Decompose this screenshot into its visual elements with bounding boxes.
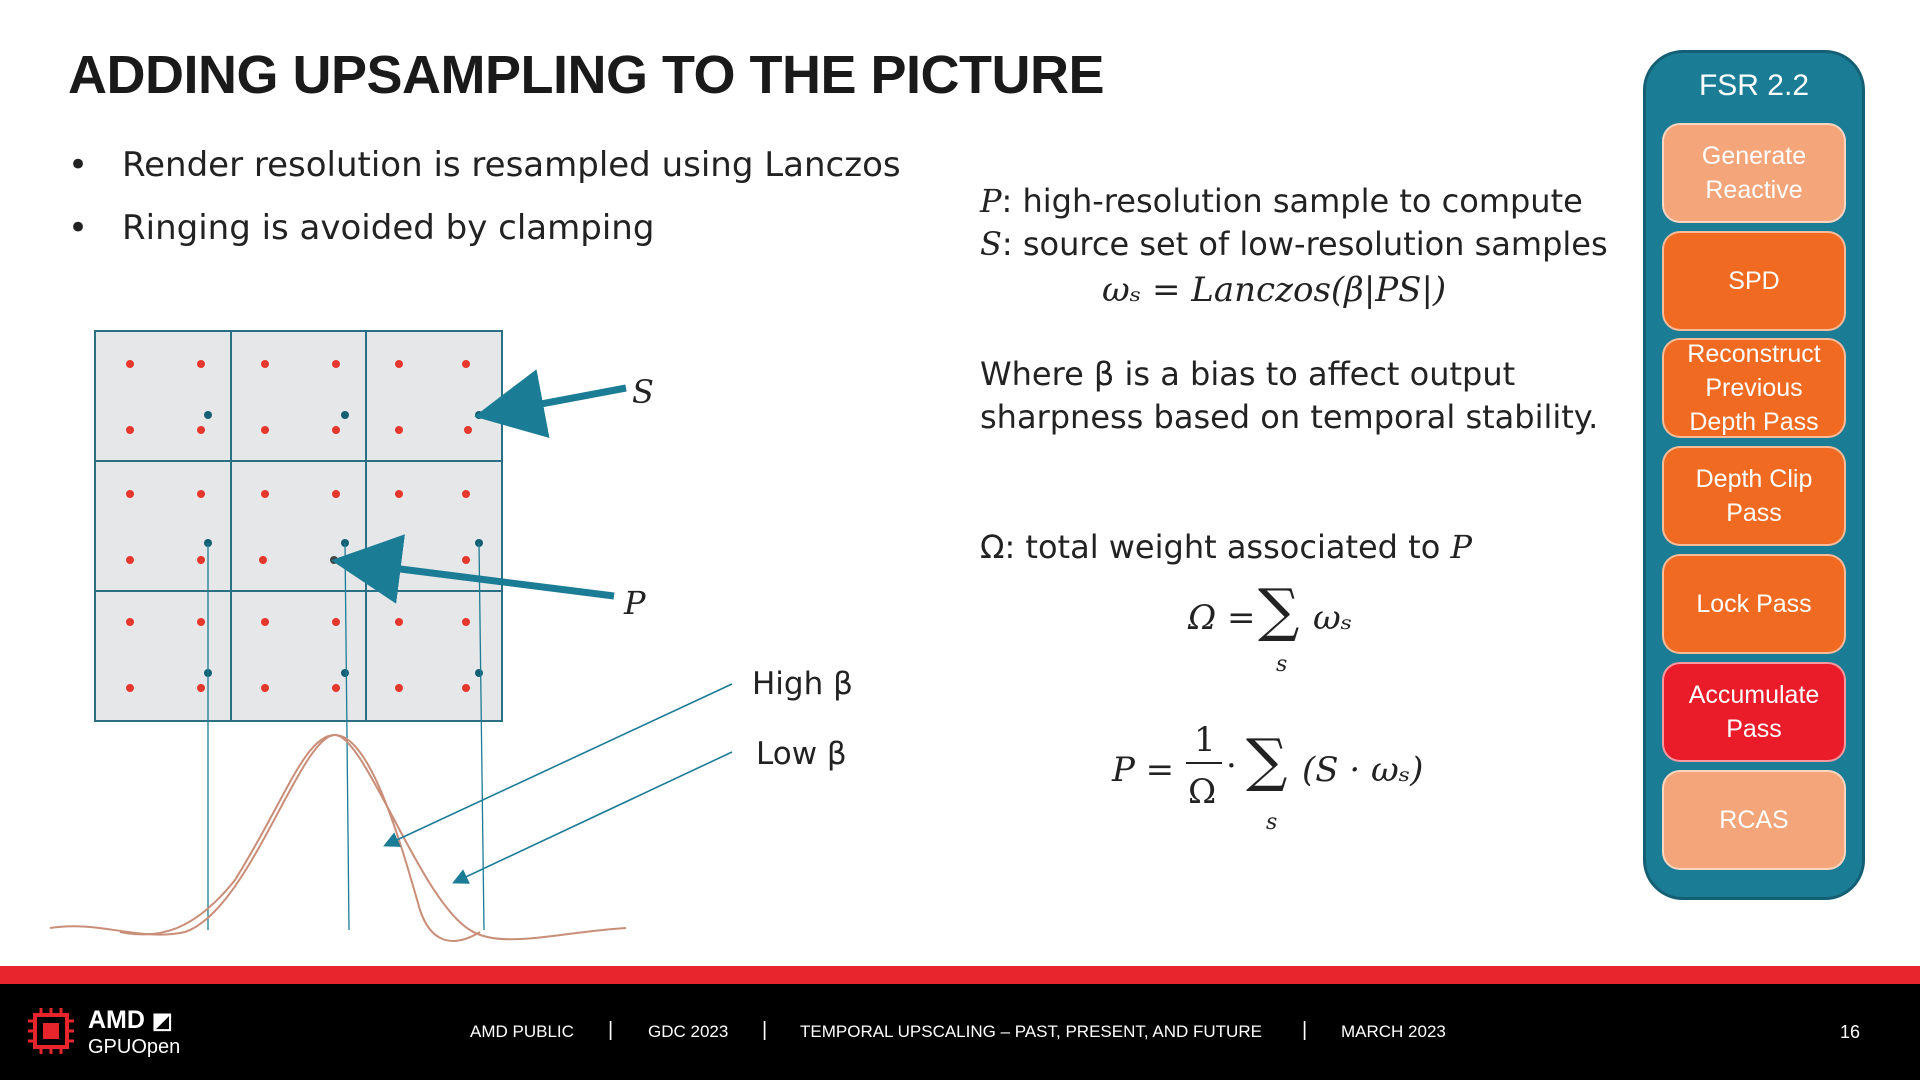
omega-formula-term: ωₛ xyxy=(1313,598,1353,638)
high-beta-curve xyxy=(50,735,626,939)
footer-date: MARCH 2023 xyxy=(1341,1022,1446,1041)
s-symbol: S xyxy=(980,225,1002,263)
pipeline-step-reconstruct-depth: Reconstruct Previous Depth Pass xyxy=(1662,338,1846,438)
bullet-list xyxy=(68,134,901,260)
p-formula-denominator: Ω xyxy=(1188,772,1217,812)
pipeline-step-generate-reactive: Generate Reactive xyxy=(1662,123,1846,223)
omega-p-symbol: P xyxy=(1450,528,1472,566)
p-definition xyxy=(980,182,1583,220)
bullet-item: • Ringing is avoided by clamping xyxy=(68,197,901,260)
low-beta-label: Low β xyxy=(756,736,847,772)
s-definition xyxy=(980,225,1608,263)
p-symbol: P xyxy=(980,182,1002,220)
s-label: S xyxy=(632,373,654,411)
omega-formula-subscript: s xyxy=(1276,652,1288,677)
footer-separator: | xyxy=(608,1019,614,1041)
footer-separator: | xyxy=(1302,1019,1308,1041)
pipeline-step-spd: SPD xyxy=(1662,231,1846,331)
p-formula-sum: ∑ xyxy=(1246,726,1288,794)
fraction-bar xyxy=(1186,762,1222,764)
bullet-item: • Render resolution is resampled using Lanczos xyxy=(68,134,901,197)
pipeline-step-depth-clip: Depth Clip Pass xyxy=(1662,446,1846,546)
p-formula-lhs: P = xyxy=(1112,750,1175,790)
slide-title: ADDING UPSAMPLING TO THE PICTURE xyxy=(68,45,1105,105)
s-definition-text: : source set of low-resolution samples xyxy=(1001,225,1608,263)
footer-talk-title: TEMPORAL UPSCALING – PAST, PRESENT, AND FUTURE xyxy=(800,1022,1262,1041)
lanczos-sampling-diagram xyxy=(0,300,900,960)
high-beta-label: High β xyxy=(752,666,853,702)
p-formula-term: (S · ωₛ) xyxy=(1302,750,1424,790)
footer-classification: AMD PUBLIC xyxy=(470,1022,574,1041)
omega-formula-sum: ∑ xyxy=(1258,576,1300,644)
omega-definition xyxy=(980,528,1472,566)
pixel-grid xyxy=(95,331,502,721)
brand-amd: AMD ◩ xyxy=(88,1006,173,1034)
fsr-panel-title: FSR 2.2 xyxy=(1698,69,1810,102)
bias-line-2: sharpness based on temporal stability. xyxy=(980,398,1599,436)
bias-line-1: Where β is a bias to affect output xyxy=(980,355,1516,393)
low-beta-arrow xyxy=(455,752,732,882)
pipeline-step-lock-pass: Lock Pass xyxy=(1662,554,1846,654)
p-formula-dot: · xyxy=(1226,746,1237,786)
brand-gpuopen: GPUOpen xyxy=(88,1036,181,1058)
footer-separator: | xyxy=(762,1019,768,1041)
p-formula-subscript: s xyxy=(1266,810,1278,835)
low-beta-curve xyxy=(120,735,480,941)
pipeline-step-accumulate: Accumulate Pass xyxy=(1662,662,1846,762)
amd-chip-icon xyxy=(28,1008,74,1054)
weight-formula: ωₛ = Lanczos(β|PS|) xyxy=(1102,270,1447,310)
page-number: 16 xyxy=(1839,1022,1860,1042)
footer-accent-bar xyxy=(0,966,1920,984)
pipeline-step-rcas: RCAS xyxy=(1662,770,1846,870)
omega-formula-lhs: Ω = xyxy=(1188,598,1256,638)
p-label: P xyxy=(624,584,646,622)
fsr-pipeline-panel xyxy=(1643,50,1865,900)
slide-footer xyxy=(0,984,1920,1080)
footer-event: GDC 2023 xyxy=(648,1022,729,1041)
p-formula-numerator: 1 xyxy=(1194,720,1216,760)
p-definition-text: : high-resolution sample to compute xyxy=(1001,182,1583,220)
omega-definition-text: Ω: total weight associated to xyxy=(980,528,1451,566)
s-arrow xyxy=(488,388,626,414)
computed-sample-point xyxy=(330,556,338,564)
